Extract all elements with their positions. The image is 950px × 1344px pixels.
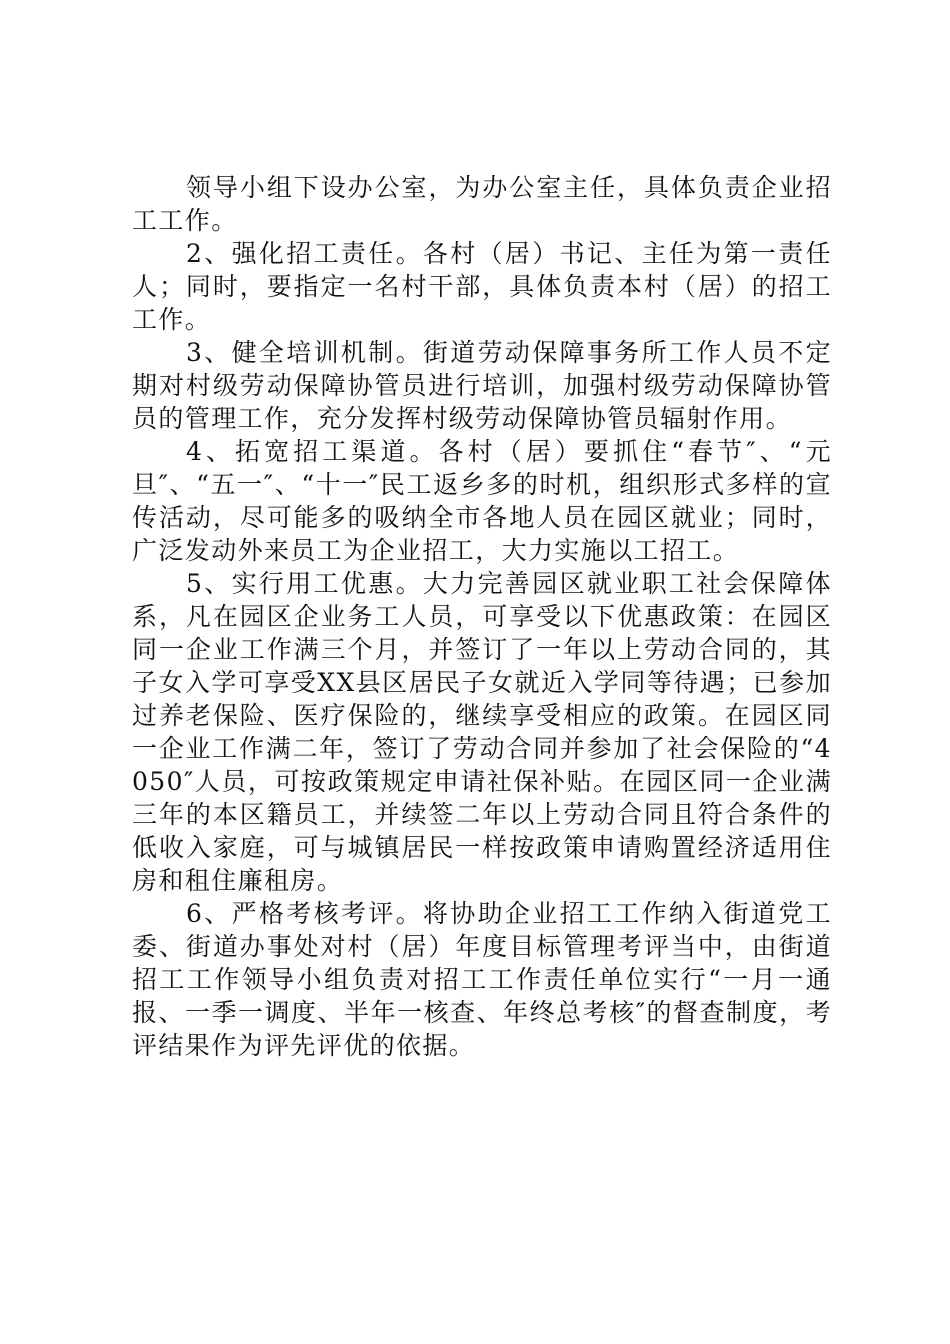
paragraph-channels: 4、拓宽招工渠道。各村（居）要抓住“春节″、“元旦″、“五一″、“十一″民工返乡多的时机，组织形式多样的宣传活动，尽可能多的吸纳全市各地人员在园区就业；同时，广泛发动外来员工为企业招工，大力实施以工招工。 — [132, 437, 832, 565]
paragraph-assessment: 6、严格考核考评。将协助企业招工工作纳入街道党工委、街道办事处对村（居）年度目标管理考评当中，由街道招工工作领导小组负责对招工工作责任单位实行“一月一通报、一季一调度、半年一核查、年终总考核″的督查制度，考评结果作为评先评优的依据。 — [132, 899, 832, 1060]
paragraph-responsibility: 2、强化招工责任。各村（居）书记、主任为第一责任人；同时，要指定一名村干部，具体负责本村（居）的招工工作。 — [132, 239, 832, 334]
paragraph-training: 3、健全培训机制。街道劳动保障事务所工作人员不定期对村级劳动保障协管员进行培训，加强村级劳动保障协管员的管理工作，充分发挥村级劳动保障协管员辐射作用。 — [132, 338, 832, 433]
paragraph-benefits: 5、实行用工优惠。大力完善园区就业职工社会保障体系，凡在园区企业务工人员，可享受以下优惠政策：在园区同一企业工作满三个月，并签订了一年以上劳动合同的，其子女入学可享受XX县区居民子女就近入学同等待遇；已参加过养老保险、医疗保险的，继续享受相应的政策。在园区同一企业工作满二年，签订了劳动合同并参加了社会保险的“4050″人员，可按政策规定申请社保补贴。在园区同一企业满三年的本区籍员工，并续签二年以上劳动合同且符合条件的低收入家庭，可与城镇居民一样按政策申请购置经济适用住房和租住廉租房。 — [132, 569, 832, 895]
document-body — [132, 171, 832, 1062]
paragraph-office: 领导小组下设办公室，为办公室主任，具体负责企业招工工作。 — [132, 173, 832, 235]
